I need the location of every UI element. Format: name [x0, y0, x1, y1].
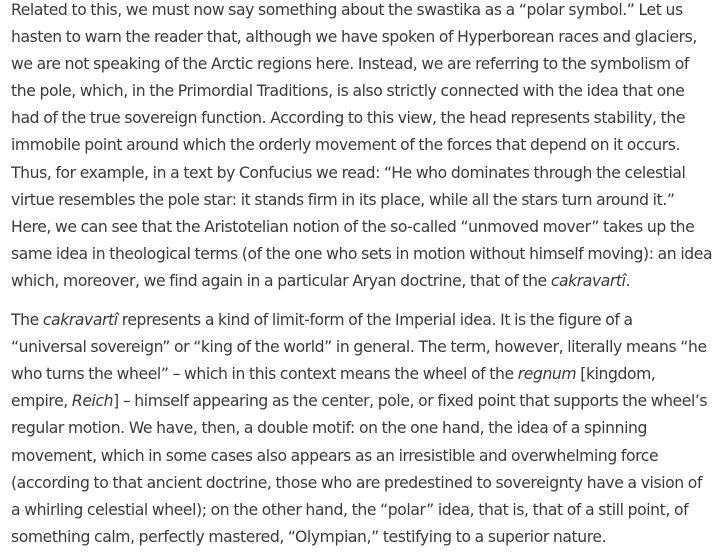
paragraph-polar-symbol: [11, 0, 713, 295]
text-run: [kingdom,: [576, 365, 656, 384]
text-run: ] – himself appearing as the center, pole, or fixed point that supports the wheel’s: [113, 392, 708, 411]
text-run: a whirling celestial wheel); on the other hand, the “polar” idea, that is, that of a still point, of: [11, 500, 689, 519]
text-run: represents a kind of limit-form of the Imperial idea. It is the figure of a: [117, 311, 633, 330]
text-run: empire,: [11, 392, 72, 411]
text-line: [11, 415, 713, 442]
italic-term: cakravartî: [42, 311, 118, 330]
italic-term: cakravartî: [550, 271, 626, 290]
text-line: [11, 470, 713, 497]
text-run: who turns the wheel” – which in this context means the wheel of the: [11, 365, 518, 384]
text-line: [11, 307, 713, 334]
text-run: virtue resembles the pole star: it stands firm in its place, while all the stars turn around it.”: [11, 190, 675, 209]
text-run: we are not speaking of the Arctic regions here. Instead, we are referring to the symbolism of: [11, 55, 689, 74]
text-line: [11, 388, 713, 415]
text-line: [11, 187, 713, 214]
text-run: .: [625, 271, 631, 290]
text-line: [11, 443, 713, 470]
text-line: [11, 241, 713, 268]
text-line: [11, 268, 713, 295]
text-run: movement, which in some cases also appears as an irresistible and overwhelming force: [11, 446, 659, 465]
text-line: [11, 132, 713, 159]
text-run: same idea in theological terms (of the one who sets in motion without himself moving): an idea: [11, 244, 713, 263]
text-line: [11, 160, 713, 187]
text-line: [11, 24, 713, 51]
text-line: [11, 78, 713, 105]
text-run: immobile point around which the orderly movement of the forces that depend on it occurs.: [11, 136, 681, 155]
text-run: The: [11, 311, 43, 330]
text-run: (according to that ancient doctrine, those who are predestined to sovereignty have a vision of: [11, 473, 703, 492]
text-line: [11, 105, 713, 132]
italic-term: Reich: [71, 392, 114, 411]
text-line: [11, 214, 713, 241]
italic-term: regnum: [517, 365, 577, 384]
text-run: Related to this, we must now say something about the swastika as a “polar symbol.” Let us: [11, 1, 683, 19]
text-run: which, moreover, we find again in a particular Aryan doctrine, that of the: [11, 271, 551, 290]
text-run: Thus, for example, in a text by Confucius we read: “He who dominates through the celestial: [11, 163, 686, 182]
text-line: [11, 51, 713, 78]
text-run: something calm, perfectly mastered, “Olympian,” testifying to a superior nature.: [11, 527, 607, 546]
paragraph-cakravarti: [11, 307, 713, 551]
text-run: had of the true sovereign function. According to this view, the head represents stability, the: [11, 109, 686, 128]
text-run: Here, we can see that the Aristotelian notion of the so-called “unmoved mover” takes up the: [11, 217, 695, 236]
text-run: hasten to warn the reader that, although we have spoken of Hyperborean races and glaciers,: [11, 28, 697, 47]
text-run: “universal sovereign” or “king of the world” in general. The term, however, literally means “he: [11, 338, 707, 357]
text-run: regular motion. We have, then, a double motif: on the one hand, the idea of a spinning: [11, 419, 648, 438]
text-line: [11, 0, 713, 24]
text-line: [11, 497, 713, 524]
text-line: [11, 361, 713, 388]
text-run: the pole, which, in the Primordial Traditions, is also strictly connected with the idea that one: [11, 82, 685, 101]
text-line: [11, 524, 713, 551]
text-line: [11, 334, 713, 361]
